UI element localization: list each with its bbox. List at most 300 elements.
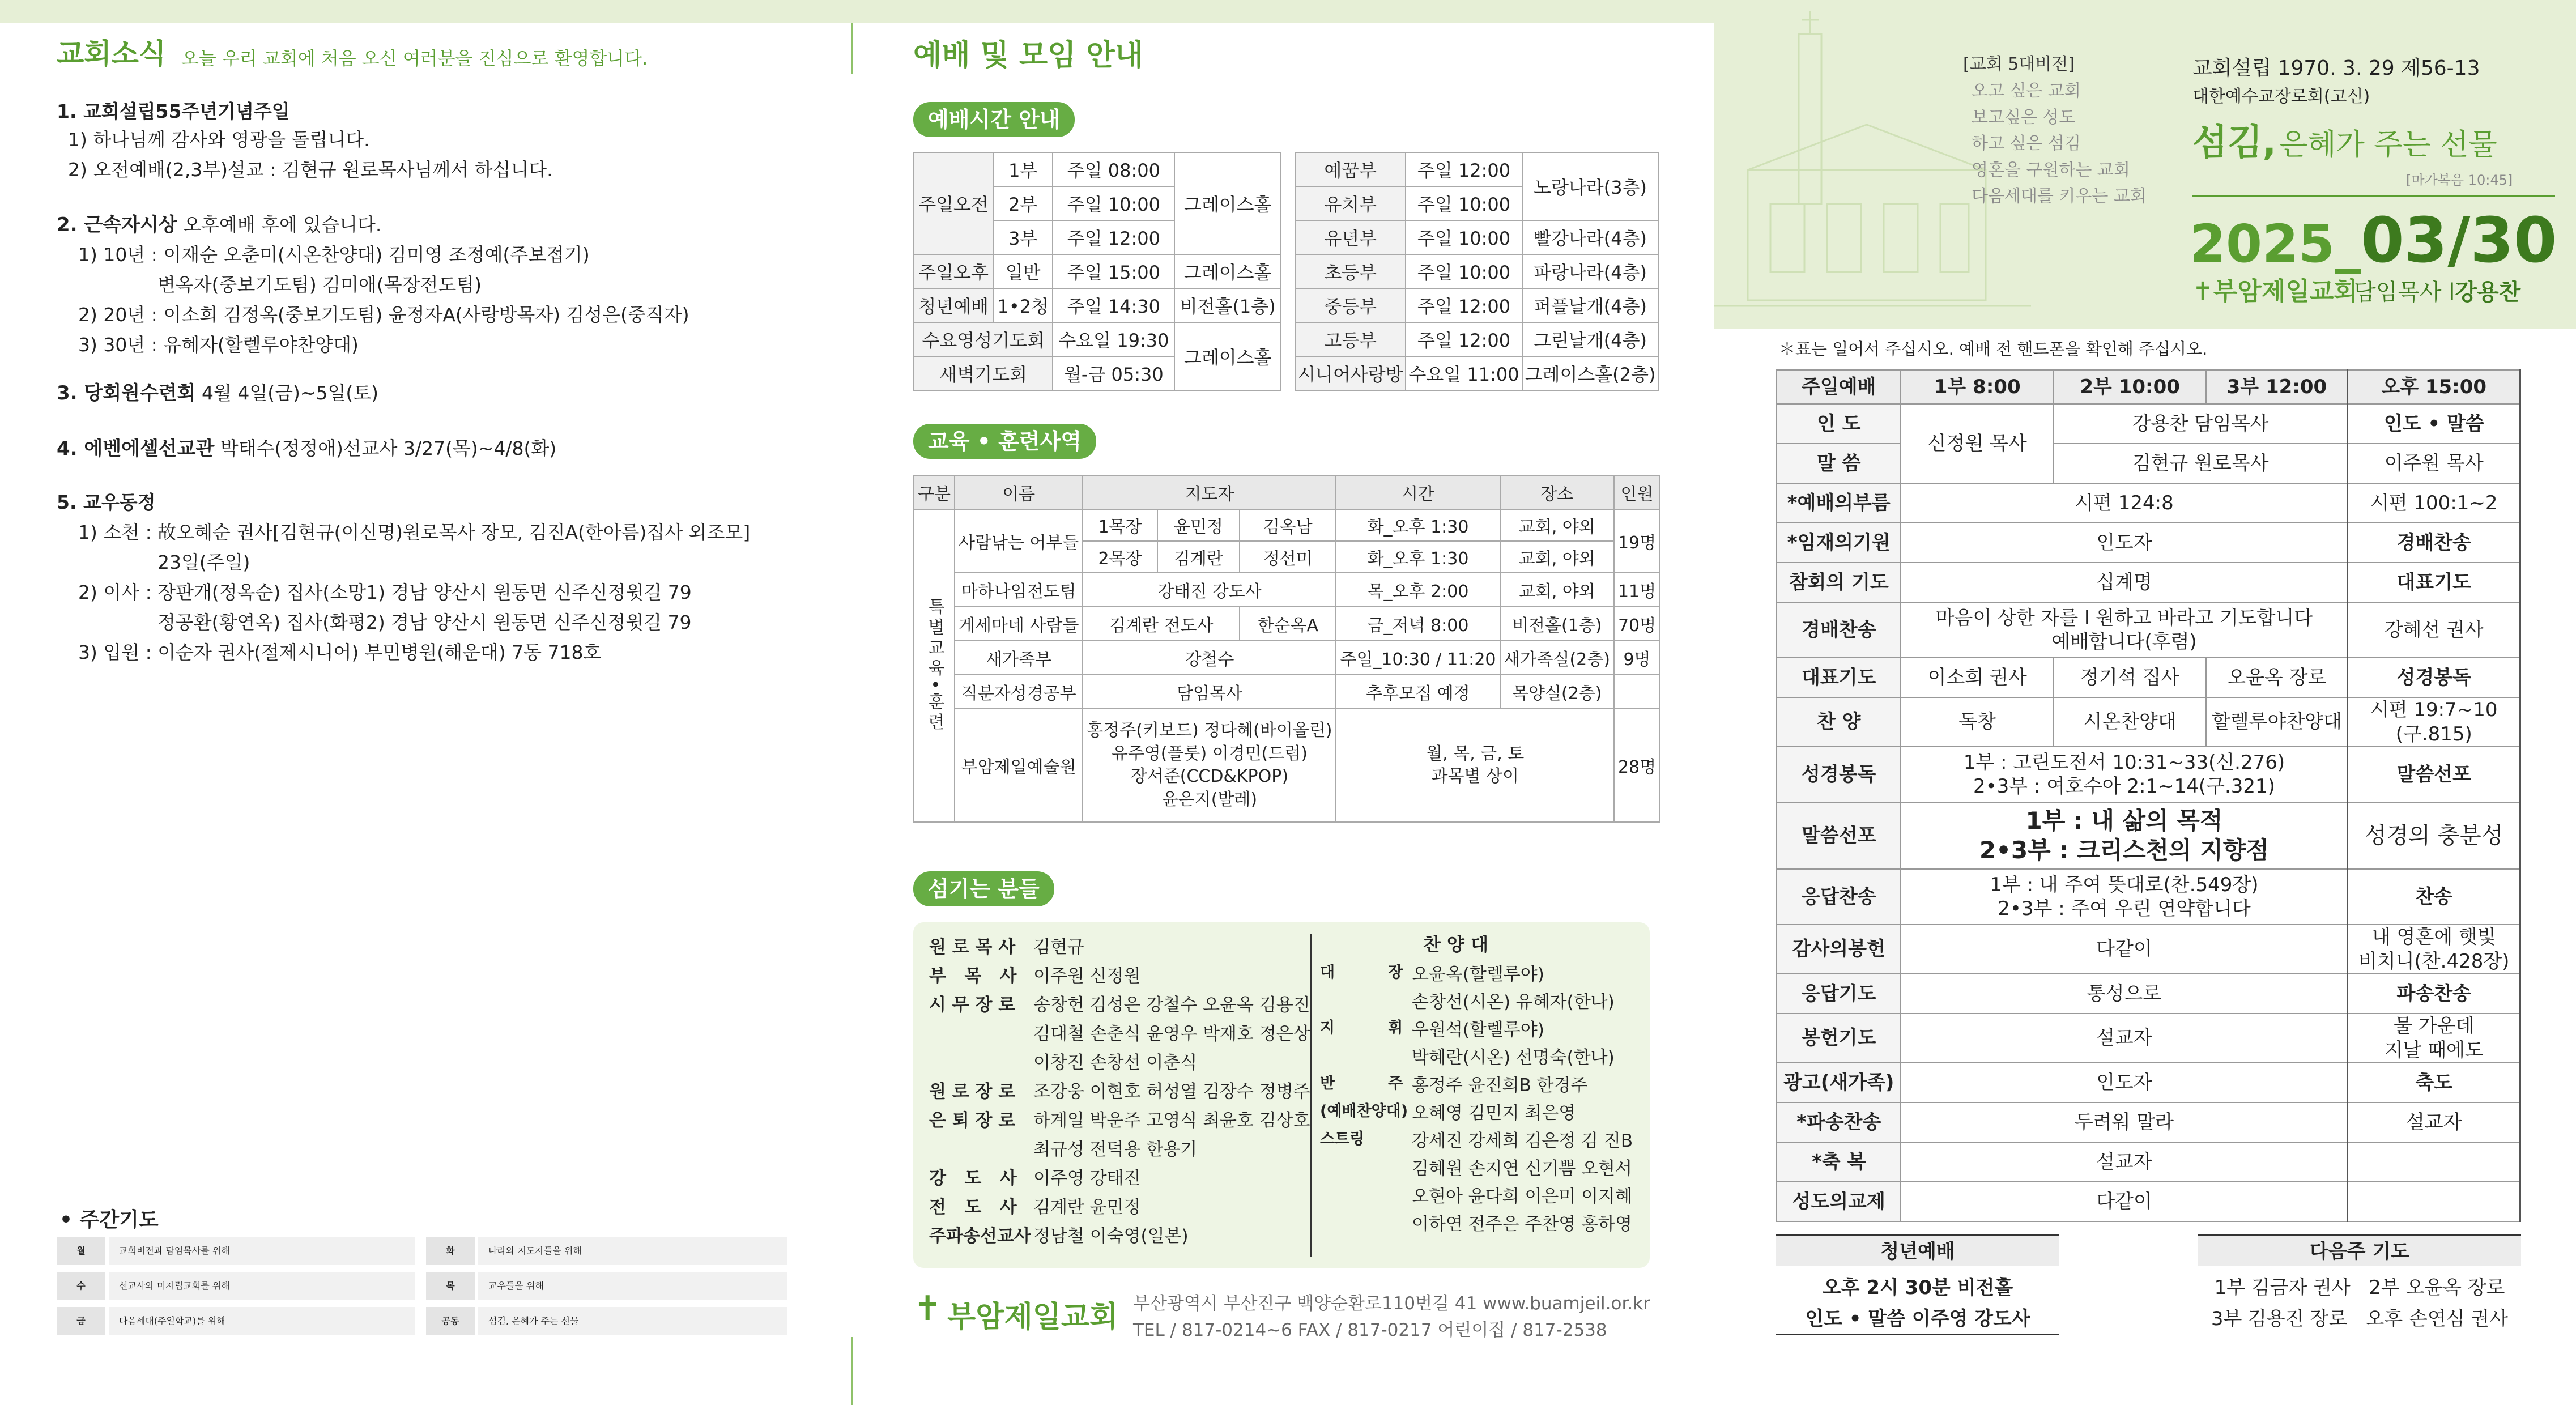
order-value <box>1901 1142 2347 1182</box>
vision-list <box>1972 78 2147 210</box>
footer-church-name: 부암제일교회 <box>947 1300 1118 1334</box>
cell: 직분자성경공부 <box>955 675 1083 709</box>
choir-names: 오혜영 김민지 최은영 <box>1412 1103 1576 1123</box>
cell-line: 지날 때에도 <box>2384 1038 2484 1062</box>
order-value: 정기석 집사 <box>2054 658 2207 697</box>
cell: 시니어사랑방 <box>1295 356 1406 390</box>
prayer-title: • 주간기도 <box>59 1208 159 1232</box>
header-cell: 시간 <box>1336 475 1500 509</box>
worship-info-title: 예배 및 모임 안내 <box>913 39 1143 73</box>
cell: 주일오후 <box>914 254 993 288</box>
cell: 부암제일예술원 <box>955 709 1083 822</box>
church-logo-cross: ✝ <box>913 1289 942 1329</box>
divider-bottom <box>851 1337 853 1405</box>
news-item-5-line: 23일(주일) <box>157 551 250 573</box>
cell-line: 축도 <box>2415 1071 2453 1094</box>
education-pill: 교육 • 훈련사역 <box>913 424 1096 459</box>
staff-names: 김현규 <box>1033 937 1084 957</box>
pastor <box>2354 274 2520 306</box>
news-item-5-line: 정공환(황연옥) 집사(화평2) 경남 양산시 원동면 신주신정윗길 79 <box>157 611 692 633</box>
staff-role: 원 로 목 사 <box>929 937 1016 957</box>
order-value <box>1901 925 2347 974</box>
order-row <box>1777 658 2520 697</box>
prayer-day: 금 <box>57 1307 105 1335</box>
cell: 강철수 <box>1083 641 1336 675</box>
cell: 비전홀(1층) <box>1174 288 1281 322</box>
order-value <box>1901 974 2347 1014</box>
cell-line: 시편 19:7~10 <box>2370 699 2498 721</box>
cell: 1목장 <box>1083 509 1157 541</box>
order-row <box>1777 1014 2520 1063</box>
staff-role: 주파송선교사 <box>929 1226 1031 1246</box>
prayer-day: 공동 <box>426 1307 475 1335</box>
order-value <box>1901 1014 2347 1063</box>
founded: 교회설립 1970. 3. 29 제56-13 <box>2192 57 2480 80</box>
cell-line: 말씀선포 <box>2396 763 2471 786</box>
next-line: 3부 김용진 장로 오후 손연심 권사 <box>2211 1308 2509 1330</box>
cell: 주일 10:00 <box>1053 186 1174 220</box>
choir-role: (예배찬양대) <box>1320 1102 1408 1120</box>
order-label: 응답기도 <box>1777 974 1901 1014</box>
order-afternoon <box>2348 658 2520 697</box>
order-value: 김현규 원로목사 <box>2054 444 2348 483</box>
choir-names: 박혜란(시온) 선명숙(한나) <box>1412 1048 1615 1068</box>
order-value: 독창 <box>1901 697 2053 747</box>
cell: 화_오후 1:30 <box>1336 509 1500 541</box>
news-item-2: 2. 근속자시상 오후예배 후에 있습니다. <box>57 214 382 236</box>
order-row <box>1777 483 2520 523</box>
staff-names: 김대철 손춘식 윤영우 박재호 정은상 <box>1033 1024 1310 1044</box>
choir-role: 스트링 <box>1320 1130 1365 1148</box>
cell: 주일 10:00 <box>1406 254 1522 288</box>
next-title: 다음주 기도 <box>2198 1234 2521 1266</box>
order-afternoon <box>2348 1014 2520 1063</box>
choir-names: 우원석(할렐루야) <box>1412 1020 1544 1040</box>
cell-line: 장서준(CCD&KPOP) <box>1130 767 1289 786</box>
choir-names: 이하연 전주은 주찬영 홍하영 <box>1412 1214 1632 1234</box>
cell: 주일 14:30 <box>1053 288 1174 322</box>
order-afternoon <box>2348 697 2520 747</box>
cell-line: 설교자 <box>2096 1027 2152 1050</box>
slogan-main: 섬김, <box>2192 122 2276 164</box>
footer-address: 부산광역시 부산진구 백양순환로110번길 41 www.buamjeil.or.kr <box>1133 1293 1650 1314</box>
cell: 3부 <box>993 220 1053 254</box>
cell-line: 과목별 상이 <box>1431 767 1519 786</box>
vision-item: 영혼을 구원하는 교회 <box>1972 160 2130 180</box>
order-value: 오윤옥 장로 <box>2206 658 2348 697</box>
order-row <box>1777 802 2520 869</box>
cell: 김계란 <box>1157 541 1240 573</box>
order-header-row <box>1777 370 2520 404</box>
vision-item: 오고 싶은 교회 <box>1972 81 2081 101</box>
order-value <box>1901 1102 2347 1142</box>
order-afternoon <box>2348 925 2520 974</box>
church-logo-cross: ✝ <box>2192 277 2213 306</box>
order-afternoon <box>2348 974 2520 1014</box>
order-afternoon <box>2348 1063 2520 1102</box>
cell: 2목장 <box>1083 541 1157 573</box>
order-row <box>1777 974 2520 1014</box>
cell: 목양실(2층) <box>1500 675 1614 709</box>
cover-rule <box>2192 195 2555 197</box>
staff-pill: 섬기는 분들 <box>913 871 1054 906</box>
order-label: 응답찬송 <box>1777 869 1901 925</box>
order-afternoon <box>2348 747 2520 802</box>
choir-names: 오윤옥(할렐루야) <box>1412 964 1544 985</box>
staff-box <box>913 922 1650 1268</box>
order-value <box>1901 1063 2347 1102</box>
order-afternoon <box>2348 602 2520 658</box>
cell-line: 강혜선 권사 <box>2384 618 2484 641</box>
cell: 월-금 05:30 <box>1053 356 1174 390</box>
cell-line: 성경봉독 <box>2396 666 2471 689</box>
education-table <box>913 475 1660 823</box>
order-label: 대표기도 <box>1777 658 1901 697</box>
prayer-text: 선교사와 미자립교회를 위해 <box>109 1272 415 1300</box>
vision-item: 보고싶은 성도 <box>1972 107 2076 127</box>
staff-role: 원 로 장 로 <box>929 1082 1016 1102</box>
cell-line: 시편 124:8 <box>2075 491 2174 514</box>
cell-line: 두려워 말라 <box>2074 1110 2174 1134</box>
cell-line: 대표기도 <box>2396 570 2471 594</box>
cell <box>1336 709 1613 822</box>
cell: 28명 <box>1614 709 1660 822</box>
header-cell: 장소 <box>1500 475 1614 509</box>
order-afternoon <box>2348 802 2520 869</box>
date-year: 2025 <box>2190 214 2335 274</box>
cell: 유치부 <box>1295 186 1406 220</box>
order-label: 성도의교제 <box>1777 1182 1901 1221</box>
order-value <box>1901 869 2347 925</box>
staff-names: 이주원 신정원 <box>1033 966 1141 986</box>
cell-line: 통성으로 <box>2087 982 2162 1005</box>
choir-names: 손창선(시온) 유혜자(한나) <box>1412 992 1615 1012</box>
order-row <box>1777 523 2520 563</box>
worship-time-table-left <box>913 152 1281 391</box>
vision-title: [교회 5대비전] <box>1963 54 2075 74</box>
order-value <box>1901 602 2347 658</box>
cover-church <box>2192 271 2358 307</box>
cell-line: 윤은지(발레) <box>1161 789 1258 810</box>
youth-title: 청년예배 <box>1776 1234 2059 1266</box>
cell: 주일 10:00 <box>1406 186 1522 220</box>
cover-church-name: 부암제일교회 <box>2213 277 2358 306</box>
cell-line: 설교자 <box>2096 1150 2152 1173</box>
order-value: 할렐루야찬양대 <box>2206 697 2348 747</box>
order-notice: ＊표는 일어서 주십시오. 예배 전 핸드폰을 확인해 주십시오. <box>1779 339 2208 359</box>
cell-line: 다같이 <box>2096 938 2152 961</box>
cell-line: 1부 : 내 삶의 목적 <box>2025 806 2223 835</box>
choir-names: 오현아 윤다희 이은미 이지혜 <box>1412 1186 1632 1207</box>
order-afternoon <box>2348 563 2520 602</box>
cell-line: 시편 100:1~2 <box>2370 491 2498 514</box>
staff-names: 조강웅 이현호 허성열 김장수 정병주 <box>1033 1082 1310 1102</box>
order-afternoon <box>2348 523 2520 563</box>
cell: 마하나임전도팀 <box>955 573 1083 607</box>
choir-role: 반 주 <box>1320 1075 1403 1092</box>
order-row <box>1777 1063 2520 1102</box>
order-value <box>1901 802 2347 869</box>
choir-names: 강세진 강세희 김은정 김 진B <box>1412 1131 1633 1151</box>
order-label: 말 씀 <box>1777 444 1901 483</box>
order-value <box>1901 523 2347 563</box>
cell: 새가족실(2층) <box>1500 641 1614 675</box>
cell: 화_오후 1:30 <box>1336 541 1500 573</box>
order-label: 인 도 <box>1777 404 1901 444</box>
cell: 유년부 <box>1295 220 1406 254</box>
order-label: *파송찬송 <box>1777 1102 1901 1142</box>
order-label: 광고(새가족) <box>1777 1063 1901 1102</box>
cell <box>1083 709 1336 822</box>
cell: 1•2청 <box>993 288 1053 322</box>
prayer-text: 다음세대(주일학교)를 위해 <box>109 1307 415 1335</box>
order-header-cell: 주일예배 <box>1777 370 1901 404</box>
order-row <box>1777 747 2520 802</box>
news-item-2-line: 1) 10년 : 이재순 오춘미(시온찬양대) 김미영 조정예(주보접기) <box>78 244 590 266</box>
staff-names: 김계란 윤민정 <box>1033 1197 1141 1217</box>
news-item-5-head: 5. 교우동정 <box>57 491 156 513</box>
cell-line: 인도 • 말씀 <box>2383 412 2484 435</box>
news-item-1-head: 1. 교회설립55주년기념주일 <box>57 100 290 122</box>
news-item-5-line: 2) 이사 : 장판개(정옥순) 집사(소망1) 경남 양산시 원동면 신주신정윗길 79 <box>78 581 692 603</box>
cell: 게세마네 사람들 <box>955 607 1083 641</box>
cell: 김옥남 <box>1240 509 1336 541</box>
cell-line: 물 가운데 <box>2394 1015 2475 1037</box>
staff-role: 은 퇴 장 로 <box>929 1110 1016 1131</box>
cell: 수요영성기도회 <box>914 322 1053 356</box>
cell-line: 1부 : 내 주여 뜻대로(찬.549장) <box>1990 873 2259 896</box>
cell: 그레이스홀 <box>1174 152 1281 254</box>
cell: 목_오후 2:00 <box>1336 573 1500 607</box>
cell-line: 다같이 <box>2096 1190 2152 1213</box>
header-cell: 구분 <box>914 475 955 509</box>
order-of-worship <box>1776 369 2521 1222</box>
cell: 중등부 <box>1295 288 1406 322</box>
youth-line: 오후 2시 30분 비전홀 <box>1822 1276 2013 1299</box>
prayer-text: 교회비전과 담임목사를 위해 <box>109 1237 415 1265</box>
cell: 주일 12:00 <box>1406 152 1522 186</box>
staff-names: 최규성 전덕용 한용기 <box>1033 1139 1198 1160</box>
news-item-2-line: 2) 20년 : 이소희 김정옥(중보기도팀) 윤정자A(사랑방목자) 김성은(중직자) <box>78 304 689 326</box>
order-value: 시온찬양대 <box>2054 697 2207 747</box>
cell: 노랑나라(3층) <box>1522 152 1659 220</box>
cell: 한순옥A <box>1240 607 1336 641</box>
prayer-day: 월 <box>57 1237 105 1265</box>
news-item-5-line: 3) 입원 : 이순자 권사(절제시니어) 부민병원(해운대) 7동 718호 <box>78 641 602 663</box>
cell-line: 내 영혼에 햇빛 <box>2371 926 2496 948</box>
news-item-3: 3. 당회원수련회 4월 4일(금)~5일(토) <box>57 382 378 405</box>
cell-line: 홍정주(키보드) 정다혜(바이올린) <box>1087 721 1332 740</box>
youth-rule <box>1776 1334 2059 1335</box>
top-band <box>0 0 1717 23</box>
cell: 금_저녁 8:00 <box>1336 607 1500 641</box>
order-header-cell: 1부 8:00 <box>1901 370 2053 404</box>
date: 2025_03/30 <box>2190 204 2557 276</box>
staff-names: 정남철 이숙영(일본) <box>1033 1226 1189 1246</box>
order-afternoon <box>2348 404 2520 444</box>
cell-line: 2•3부 : 주여 우린 연약합니다 <box>1998 897 2251 920</box>
order-row <box>1777 1102 2520 1142</box>
order-label: *임재의기원 <box>1777 523 1901 563</box>
cell: 주일 12:00 <box>1053 220 1174 254</box>
cell: 그레이스홀 <box>1174 254 1281 288</box>
cell-line: 인도자 <box>2096 1071 2152 1094</box>
cell: 19명 <box>1614 509 1660 573</box>
cell-line: 예배합니다(후렴) <box>2051 631 2197 653</box>
news-item-2-line: 변옥자(중보기도팀) 김미애(목장전도팀) <box>157 274 482 296</box>
order-label: 참회의 기도 <box>1777 563 1901 602</box>
news-welcome: 오늘 우리 교회에 처음 오신 여러분을 진심으로 환영합니다. <box>181 48 648 69</box>
cell-line: (구.815) <box>2395 722 2472 746</box>
cell: 강태진 강도사 <box>1083 573 1336 607</box>
prayer-day: 수 <box>57 1272 105 1300</box>
header-cell: 이름 <box>955 475 1083 509</box>
order-label: 경배찬송 <box>1777 602 1901 658</box>
cell: 1부 <box>993 152 1053 186</box>
staff-names: 이주영 강태진 <box>1033 1168 1141 1189</box>
cell: 교회, 야외 <box>1500 541 1614 573</box>
cell: 주일 15:00 <box>1053 254 1174 288</box>
cell: 빨강나라(4층) <box>1522 220 1659 254</box>
order-row <box>1777 563 2520 602</box>
cell: 주일 12:00 <box>1406 288 1522 322</box>
cell-line: 비치니(찬.428장) <box>2358 950 2510 973</box>
cell: 윤민정 <box>1157 509 1240 541</box>
news-item-1-line: 2) 오전예배(2,3부)설교 : 김현규 원로목사님께서 하십니다. <box>68 159 553 181</box>
footer-tel: TEL / 817-0214~6 FAX / 817-0217 어린이집 / 817-2538 <box>1133 1320 1607 1340</box>
cell: 교회, 야외 <box>1500 573 1614 607</box>
staff-role: 부 목 사 <box>929 966 1017 986</box>
cell-line: 파송찬송 <box>2396 982 2471 1005</box>
denomination: 대한예수교장로회(고신) <box>2192 87 2370 107</box>
cell: 주일 08:00 <box>1053 152 1174 186</box>
order-value: 신정원 목사 <box>1901 404 2053 483</box>
slogan <box>2192 113 2497 165</box>
choir-names: 김혜원 손지연 신기쁨 오현서 <box>1412 1159 1632 1179</box>
slogan-sub: 은혜가 주는 선물 <box>2279 128 2497 162</box>
cell: 청년예배 <box>914 288 993 322</box>
prayer-text: 교우들을 위해 <box>478 1272 787 1300</box>
news-item-5-line: 1) 소천 : 故오혜순 권사[김현규(이신명)원로목사 장모, 김진A(한아름)집사 외조모] <box>78 521 751 543</box>
cell-line: 경배찬송 <box>2396 531 2471 554</box>
cell: 주일오전 <box>914 152 993 254</box>
prayer-day: 목 <box>426 1272 475 1300</box>
order-value <box>1901 563 2347 602</box>
youth-line: 인도 • 말씀 이주영 강도사 <box>1805 1308 2030 1330</box>
cell: 예꿈부 <box>1295 152 1406 186</box>
staff-names: 송창헌 김성은 강철수 오윤옥 김용진 <box>1033 995 1310 1015</box>
cell: 2부 <box>993 186 1053 220</box>
news-item-2-line: 3) 30년 : 유혜자(할렐루야찬양대) <box>78 334 359 356</box>
cell: 파랑나라(4층) <box>1522 254 1659 288</box>
order-label: 봉헌기도 <box>1777 1014 1901 1063</box>
order-row <box>1777 404 2520 444</box>
cell: 새가족부 <box>955 641 1083 675</box>
vision-item: 하고 싶은 섬김 <box>1972 134 2081 154</box>
news-title: 교회소식 <box>57 37 167 70</box>
order-row <box>1777 602 2520 658</box>
cell: 주일 10:00 <box>1406 220 1522 254</box>
date-day: 03/30 <box>2361 204 2557 276</box>
cell-line: 인도자 <box>2096 531 2152 554</box>
header-cell: 지도자 <box>1083 475 1336 509</box>
pastor-label: 담임목사 l <box>2354 279 2455 305</box>
cell: 비전홀(1층) <box>1500 607 1614 641</box>
cell-line: 1부 : 고린도전서 10:31~33(신.276) <box>1963 751 2285 774</box>
worship-time-pill: 예배시간 안내 <box>913 102 1075 137</box>
order-value <box>1901 1182 2347 1221</box>
cell: 새벽기도회 <box>914 356 1053 390</box>
choir-title: 찬 양 대 <box>1423 934 1489 955</box>
choir-role: 지 휘 <box>1320 1019 1403 1037</box>
cell: 퍼플날개(4층) <box>1522 288 1659 322</box>
cell-line: 설교자 <box>2405 1110 2462 1134</box>
order-header-cell: 오후 15:00 <box>2348 370 2520 404</box>
order-row <box>1777 1182 2520 1221</box>
cell: 수요일 19:30 <box>1053 322 1174 356</box>
divider-top <box>851 23 853 74</box>
order-afternoon <box>2348 1102 2520 1142</box>
cell: 추후모집 예정 <box>1336 675 1500 709</box>
cell: 11명 <box>1614 573 1660 607</box>
staff-role: 시 무 장 로 <box>929 995 1016 1015</box>
order-value: 강용찬 담임목사 <box>2054 404 2348 444</box>
cell: 주일 12:00 <box>1406 322 1522 356</box>
order-value <box>1901 483 2347 523</box>
cell-line: 2•3부 : 여호수아 2:1~14(구.321) <box>1973 775 2275 798</box>
worship-time-table-right <box>1295 152 1659 391</box>
cell-line: 마음이 상한 자를 l 원하고 바라고 기도합니다 <box>1935 606 2313 629</box>
cell: 김계란 전도사 <box>1083 607 1240 641</box>
order-afternoon <box>2348 869 2520 925</box>
cell: 주일_10:30 / 11:20 <box>1336 641 1500 675</box>
order-row <box>1777 925 2520 974</box>
order-afternoon <box>2348 1182 2520 1221</box>
vision-item: 다음세대를 키우는 교회 <box>1972 186 2147 206</box>
next-line: 1부 김금자 권사 2부 오윤옥 장로 <box>2214 1276 2505 1299</box>
cell: 수요일 11:00 <box>1406 356 1522 390</box>
news-item-1-line: 1) 하나님께 감사와 영광을 돌립니다. <box>68 129 370 151</box>
cell: 그레이스홀 <box>1174 322 1281 390</box>
order-row <box>1777 1142 2520 1182</box>
verse-ref: [마가복음 10:45] <box>2406 172 2513 188</box>
staff-role: 전 도 사 <box>929 1197 1017 1217</box>
prayer-text: 나라와 지도자들을 위해 <box>478 1237 787 1265</box>
cell: 교회, 야외 <box>1500 509 1614 541</box>
order-header-cell: 2부 10:00 <box>2054 370 2207 404</box>
order-label: 성경봉독 <box>1777 747 1901 802</box>
order-value <box>1901 747 2347 802</box>
category-cell: 특별교육•훈련 <box>914 509 955 822</box>
order-label: 찬 양 <box>1777 697 1901 747</box>
order-row <box>1777 697 2520 747</box>
header-cell: 인원 <box>1614 475 1660 509</box>
cell: 정선미 <box>1240 541 1336 573</box>
staff-names: 이창진 손창선 이춘식 <box>1033 1053 1198 1073</box>
cell: 사람낚는 어부들 <box>955 509 1083 573</box>
cell-line: 십계명 <box>2096 570 2152 594</box>
staff-names: 하계일 박운주 고영식 최윤호 김상호 <box>1033 1110 1310 1131</box>
staff-role: 강 도 사 <box>929 1168 1017 1189</box>
cell: 9명 <box>1614 641 1660 675</box>
prayer-text: 섬김, 은혜가 주는 선물 <box>478 1307 787 1335</box>
pastor-name: 강용찬 <box>2455 279 2521 305</box>
cell-line: 월, 목, 금, 토 <box>1426 743 1525 764</box>
order-afternoon <box>2348 1142 2520 1182</box>
cell: 초등부 <box>1295 254 1406 288</box>
cell-line: 이주원 목사 <box>2384 452 2484 475</box>
cell: 70명 <box>1614 607 1660 641</box>
